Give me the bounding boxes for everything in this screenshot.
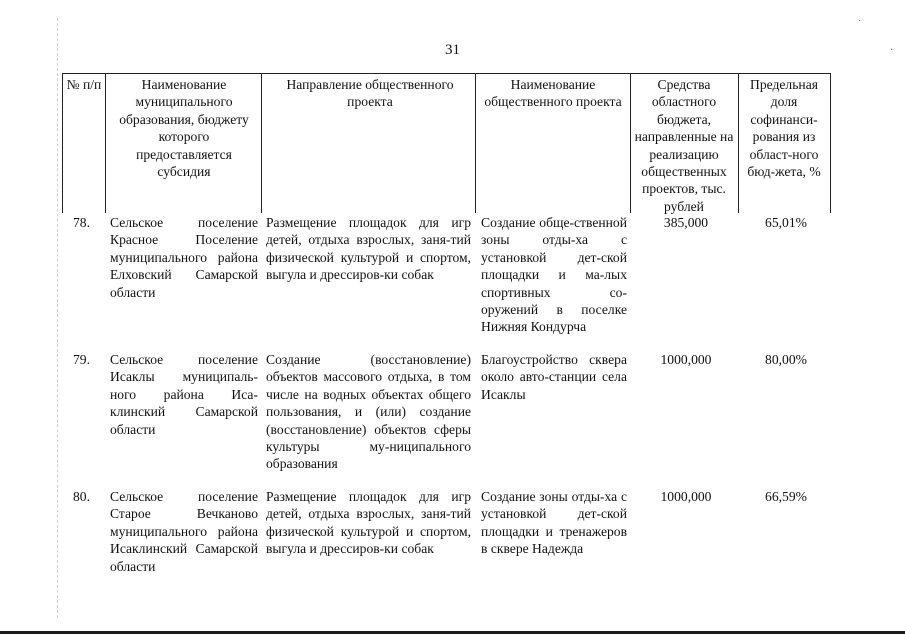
scan-mark: ·: [890, 45, 894, 56]
header-num: № п/п: [66, 77, 102, 92]
table-border: [830, 73, 831, 213]
page-number: 31: [445, 42, 460, 58]
header-share: Предельная доля софинанси-рования из област-ного бюд-жета, %: [747, 77, 821, 180]
table-border: [261, 73, 262, 213]
header-project: Наименование общественного проекта: [484, 77, 622, 110]
row-number: 78.: [73, 215, 90, 230]
scan-bottom-edge: [0, 631, 905, 634]
table-border: [738, 73, 739, 213]
table-border: [630, 73, 631, 213]
scan-margin-line: [57, 18, 58, 618]
scan-mark: ˙: [858, 19, 862, 30]
row-municipality: Сельское поселение Красное Поселение муниципального района Елховский Самарской области: [110, 215, 258, 300]
row-share: 65,01%: [765, 215, 807, 230]
table-border: [475, 73, 476, 213]
table-border: [105, 73, 106, 213]
row-project: Благоустройство сквера около авто-станции села Исаклы: [481, 352, 627, 402]
row-funds: 385,000: [663, 215, 709, 230]
row-project: Создание зоны отды-ха с установкой дет-ской площадки и тренажеров в сквере Надежда: [481, 489, 627, 557]
row-funds: 1000,000: [660, 489, 712, 504]
table-border: [62, 73, 63, 213]
row-direction: Создание (восстановление) объектов массового отдыха, в том числе на водных объектах общего пользования, и (или) создание (восстановление) объектов сферы культуры му-ниципального образования: [266, 352, 471, 472]
row-municipality: Сельское поселение Исаклы муниципаль-ного района Иса-клинский Самарской области: [110, 352, 258, 437]
row-direction: Размещение площадок для игр детей, отдыха взрослых, заня-тий физической культурой и спортом, выгула и дрессиров-ки собак: [266, 489, 471, 557]
row-funds: 1000,000: [660, 352, 712, 367]
header-direction: Направление общественного проекта: [286, 77, 454, 110]
row-direction: Размещение площадок для игр детей, отдыха взрослых, заня-тий физической культурой и спортом, выгула и дрессиров-ки собак: [266, 215, 471, 283]
row-municipality: Сельское поселение Старое Вечканово муниципального района Исаклинский Самарской области: [110, 489, 258, 574]
row-share: 80,00%: [765, 352, 807, 367]
header-municipality: Наименование муниципального образования, бюджету которого предоставляется субсидия: [119, 77, 249, 180]
row-number: 79.: [73, 352, 90, 367]
row-share: 66,59%: [765, 489, 807, 504]
header-funds: Средства областного бюджета, направленные на реализацию общественных проектов, тыс. рублей: [634, 77, 734, 214]
row-project: Создание обще-ственной зоны отды-ха с установкой дет-ской площадки и ма-лых спортивных со-оружений в поселке Нижняя Кондурча: [481, 215, 627, 335]
row-number: 80.: [73, 489, 90, 504]
table-top-border: [62, 73, 831, 74]
